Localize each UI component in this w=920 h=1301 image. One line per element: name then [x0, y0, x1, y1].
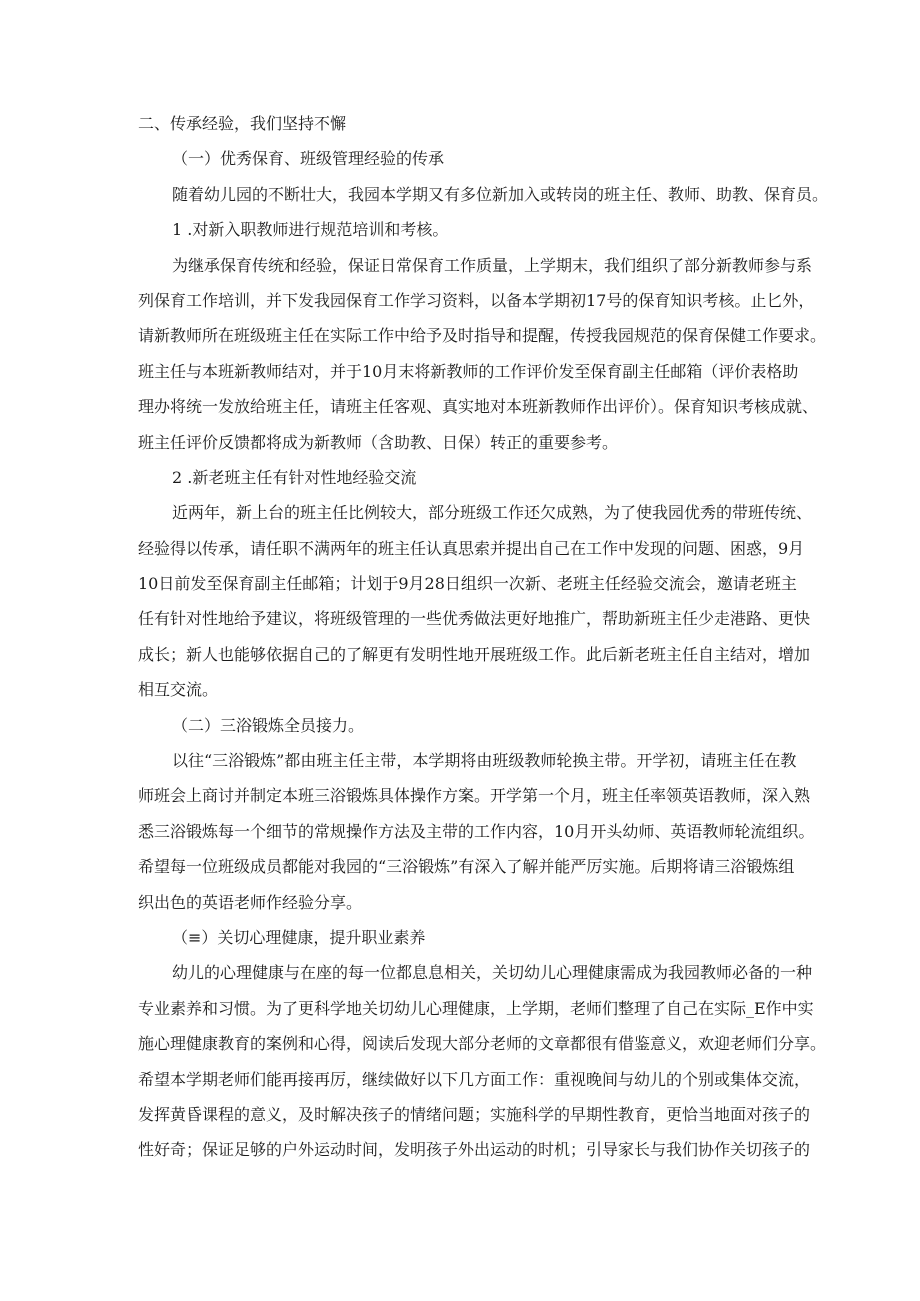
paragraph-line: 请新教师所在班级班主任在实际工作中给予及时指导和提醒，传授我园规范的保育保健工作要求。	[138, 326, 827, 346]
paragraph-line: 列保育工作培训，并下发我园保育工作学习资料，以备本学期初17号的保育知识考核。止匕外，	[138, 290, 815, 310]
subsection-heading: （一）优秀保育、班级管理经验的传承	[172, 149, 445, 169]
paragraph-line: 性好奇；保证足够的户外运动时间，发明孩子外出运动的时机；引导家长与我们协作关切孩子的	[138, 1140, 811, 1160]
paragraph-line: 10日前发至保育副主任邮箱；计划于9月28日组织一次新、老班主任经验交流会，邀请老班主	[138, 574, 797, 594]
subsection-heading: （二）三浴锻炼全员接力。	[172, 715, 365, 735]
numbered-item-heading: 1 .对新入职教师进行规范培训和考核。	[172, 220, 449, 240]
paragraph-line: 希望本学期老师们能再接再厉，继续做好以下几方面工作：重视晚间与幼儿的个别或集体交流，	[138, 1069, 811, 1089]
subsection-heading: （≡）关切心理健康，提升职业素养	[172, 927, 426, 947]
paragraph-line: 为继承保育传统和经验，保证日常保育工作质量，上学期末，我们组织了部分新教师参与系	[172, 255, 813, 275]
paragraph-line: 经验得以传承，请任职不满两年的班主任认真思索并提出自己在工作中发现的问题、困惑，9月	[138, 538, 805, 558]
paragraph-line: 任有针对性地给予建议，将班级管理的一些优秀做法更好地推广，帮助新班主任少走港路、更快	[138, 609, 811, 629]
numbered-item-heading: 2 .新老班主任有针对性地经验交流	[172, 467, 417, 487]
paragraph-line: 理办将统一发放给班主任，请班主任客观、真实地对本班新教师作出评价）。保育知识考核成就、	[138, 397, 819, 417]
paragraph-line: 班主任评价反馈都将成为新教师（含助教、日保）转正的重要参考。	[138, 432, 619, 452]
paragraph-line: 班主任与本班新教师结对，并于10月末将新教师的工作评价发至保育副主任邮箱（评价表格助	[138, 361, 799, 381]
section-heading: 二、传承经验，我们坚持不懈	[138, 114, 347, 133]
paragraph-line: 师班会上商讨并制定本班三浴锻炼具体操作方案。开学第一个月，班主任率领英语教师，深入熟	[138, 786, 811, 806]
paragraph-line: 织出色的英语老师作经验分享。	[138, 892, 363, 912]
paragraph-line: 近两年，新上台的班主任比例较大，部分班级工作还欠成熟，为了使我园优秀的带班传统、	[172, 503, 813, 523]
paragraph-line: 随着幼儿园的不断壮大，我园本学期又有多位新加入或转岗的班主任、教师、助教、保育员。	[172, 184, 829, 204]
paragraph-line: 以往“三浴锻炼”都由班主任主带，本学期将由班级教师轮换主带。开学初，请班主任在教	[172, 751, 797, 771]
paragraph-line: 悉三浴锻炼每一个细节的常规操作方法及主带的工作内容，10月开头幼师、英语教师轮流组织。	[138, 821, 815, 841]
paragraph-line: 施心理健康教育的案例和心得，阅读后发现大部分老师的文章都很有借鉴意义，欢迎老师们分享。	[138, 1034, 827, 1054]
paragraph-line: 相互交流。	[138, 680, 219, 700]
paragraph-line: 发挥黄昏课程的意义，及时解决孩子的情绪问题；实施科学的早期性教育，更恰当地面对孩子的	[138, 1104, 811, 1124]
paragraph-line: 希望每一位班级成员都能对我园的“三浴锻炼”有深入了解并能严厉实施。后期将请三浴锻炼组	[138, 857, 795, 877]
paragraph-line: 专业素养和习惯。为了更科学地关切幼儿心理健康，上学期，老师们整理了自己在实际_E作中实	[138, 998, 814, 1018]
paragraph-line: 成长；新人也能够依据自己的了解更有发明性地开展班级工作。此后新老班主任自主结对，增加	[138, 644, 811, 664]
paragraph-line: 幼儿的心理健康与在座的每一位都息息相关，关切幼儿心理健康需成为我园教师必备的一种	[172, 963, 813, 983]
